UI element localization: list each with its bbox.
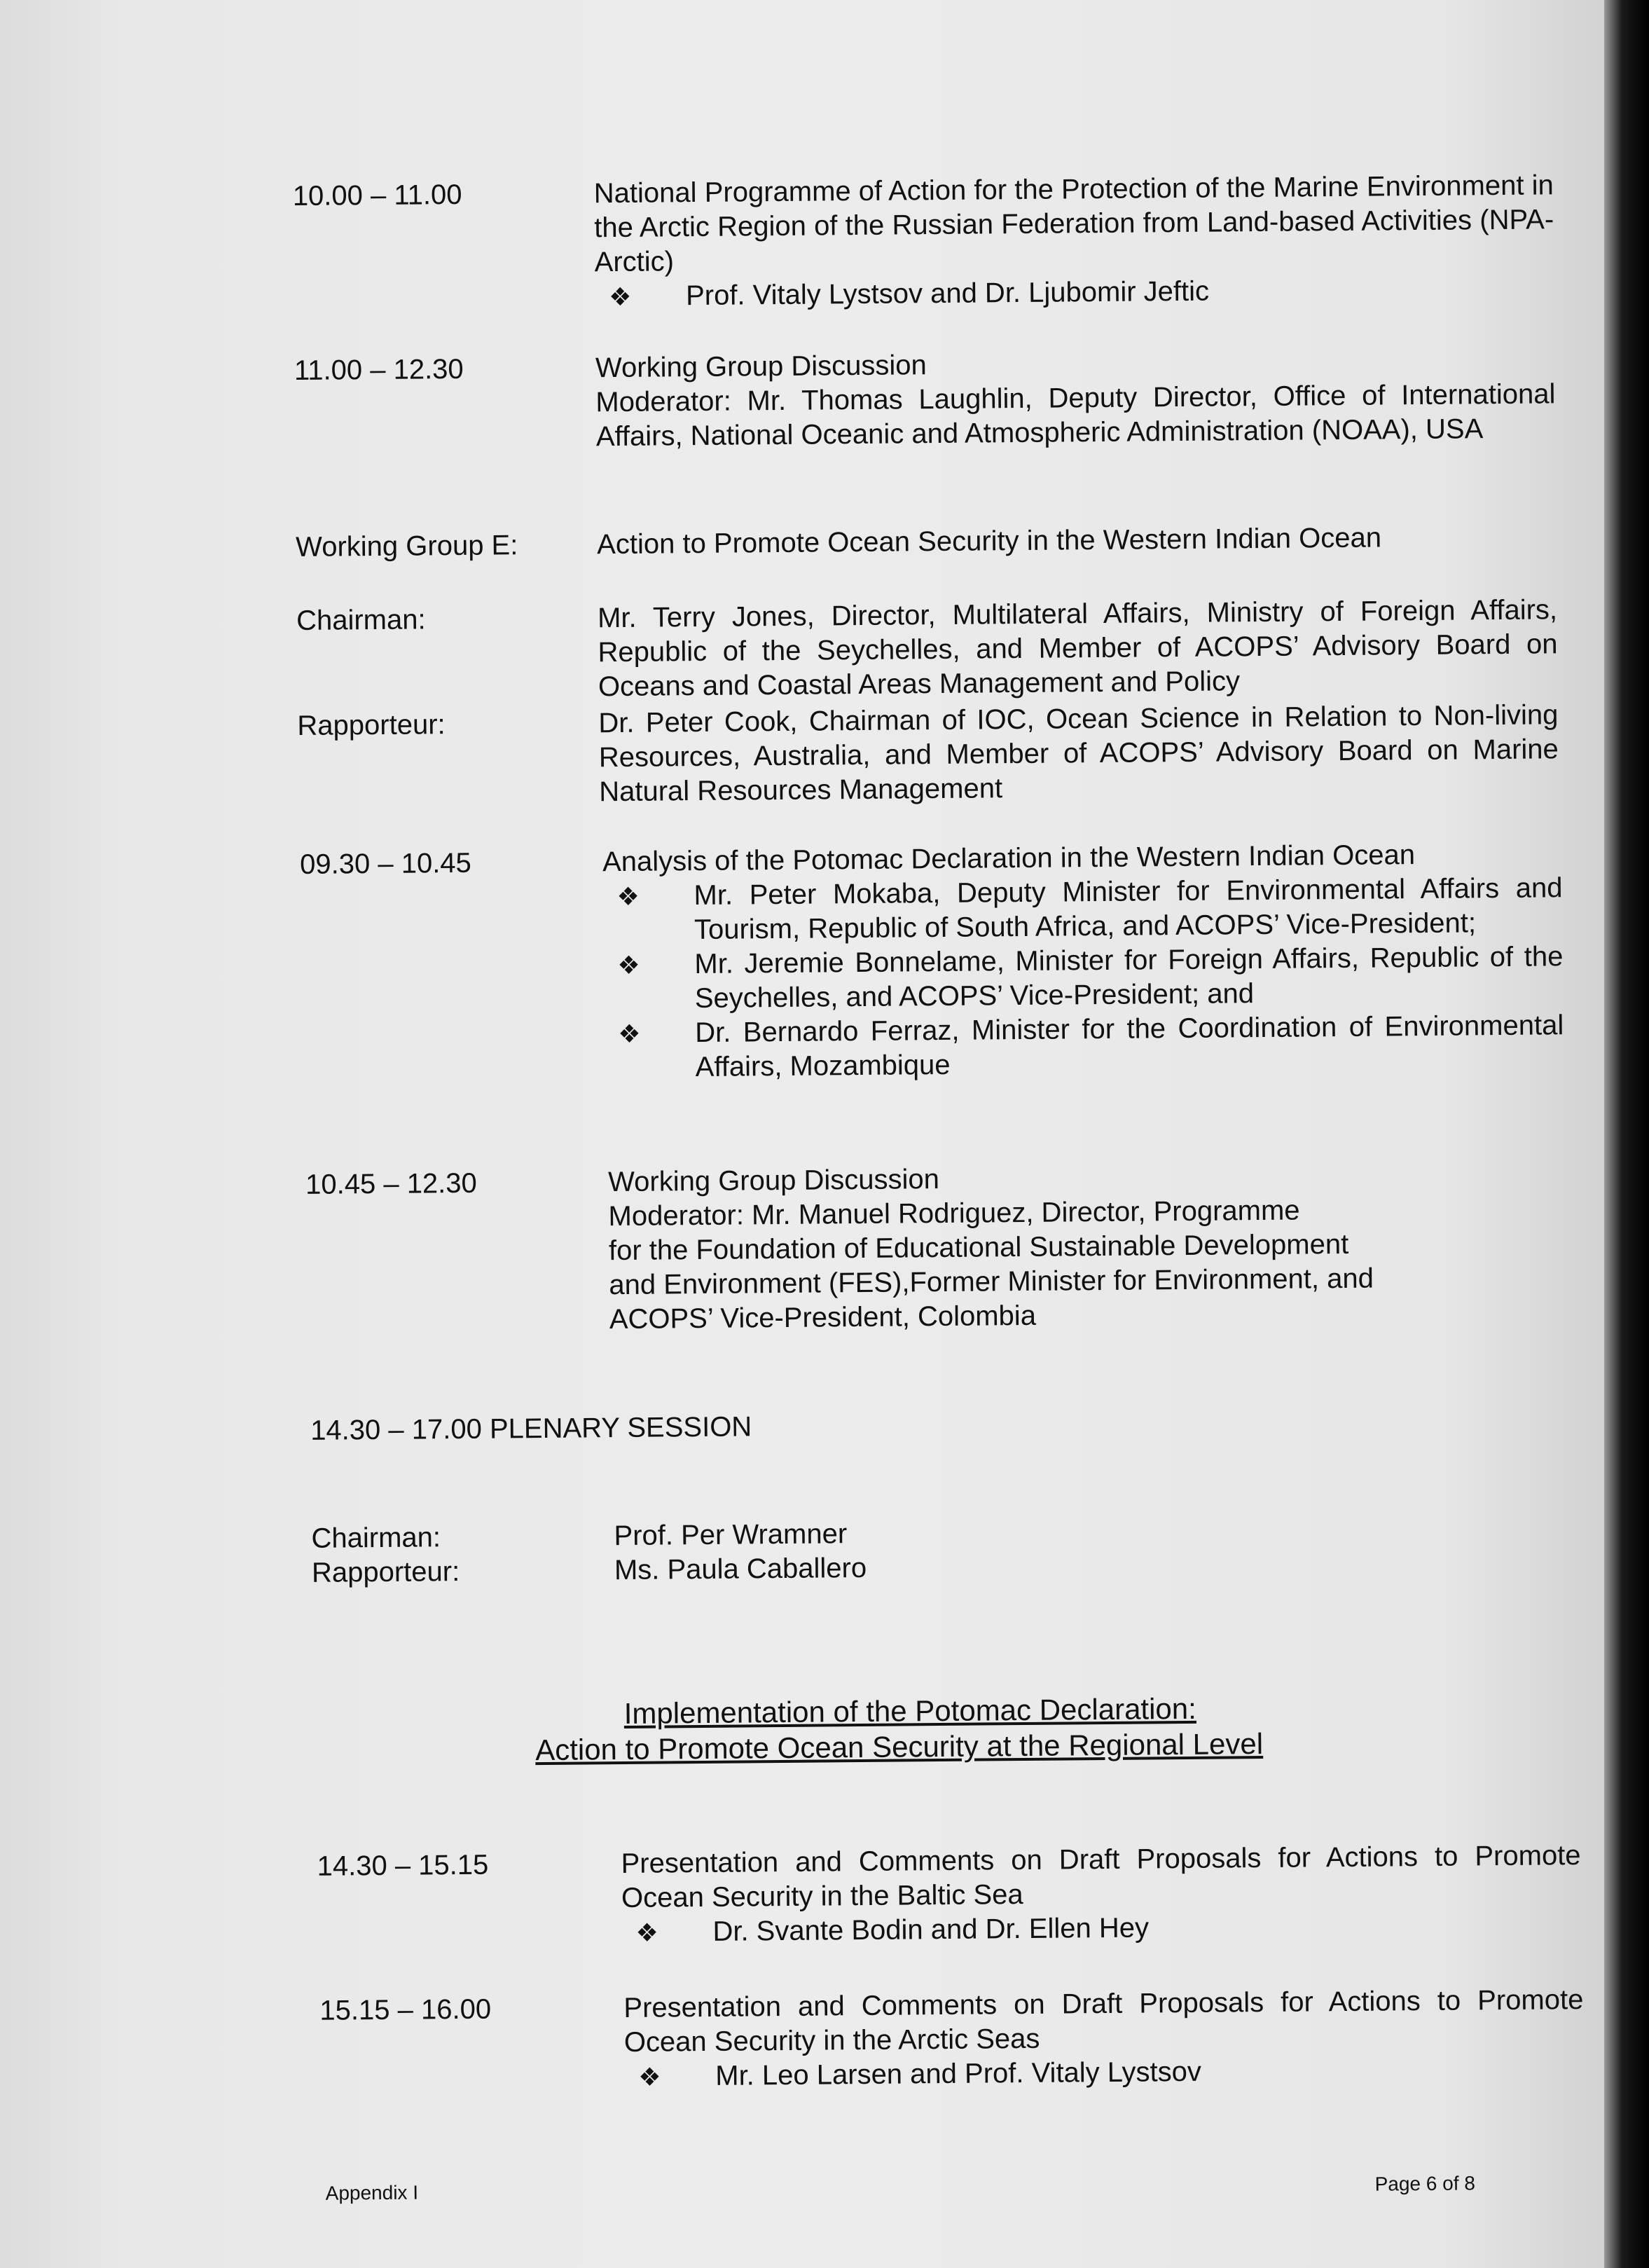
rapporteur-name: Ms. Paula Caballero	[614, 1552, 867, 1586]
agenda-item	[595, 343, 1556, 454]
moderator-line: Moderator: Mr. Manuel Rodriguez, Director, Programme	[608, 1195, 1300, 1232]
diamond-bullet-icon: ❖	[616, 881, 640, 912]
speaker-names: Mr. Leo Larsen and Prof. Vitaly Lystsov	[715, 2056, 1202, 2091]
diamond-bullet-icon: ❖	[635, 1918, 658, 1947]
presentation-item	[621, 1839, 1581, 1950]
presentation-text: Presentation and Comments on Draft Proposals for Actions to Promote Ocean Security in the Baltic Sea	[621, 1840, 1581, 1914]
time-slot: 10.00 – 11.00	[292, 179, 462, 212]
page-number: Page 6 of 8	[1374, 2172, 1476, 2195]
speaker-bullet	[603, 940, 1564, 1017]
rapporteur-label: Rapporteur:	[297, 709, 446, 741]
agenda-item-title: Analysis of the Potomac Declaration in the Western Indian Ocean	[602, 839, 1416, 878]
agenda-item	[608, 1157, 1569, 1337]
speaker-text: Mr. Peter Mokaba, Deputy Minister for Environmental Affairs and Tourism, Republic of South Africa, and ACOPS’ Vice-President;	[694, 872, 1563, 946]
chairman-label: Chairman:	[296, 604, 426, 636]
chairman-text: Mr. Terry Jones, Director, Multilateral Affairs, Ministry of Foreign Affairs, Republic of the Seychelles, and Member of ACOPS’ Advisory Board on Oceans and Coastal Areas Management and Policy	[597, 594, 1558, 703]
speaker-bullet	[602, 871, 1563, 948]
speaker-names: Prof. Vitaly Lystsov and Dr. Ljubomir Jeftic	[685, 275, 1210, 312]
diamond-bullet-icon: ❖	[618, 1019, 641, 1049]
presentation-item	[623, 1983, 1584, 2094]
working-group-label: Working Group E:	[296, 530, 518, 563]
working-group-title: Action to Promote Ocean Security in the Western Indian Ocean	[596, 522, 1382, 561]
moderator-line: and Environment (FES),Former Minister for Environment, and	[609, 1263, 1374, 1301]
agenda-item-text: National Programme of Action for the Protection of the Marine Environment in the Arctic Region of the Russian Federation from Land-based Activities (NPA-Arctic)	[593, 170, 1554, 278]
section-title-line2: Action to Promote Ocean Security at the Regional Level	[534, 1727, 1264, 1767]
speaker-bullet	[604, 1008, 1564, 1085]
diamond-bullet-icon: ❖	[617, 950, 640, 980]
time-slot: 10.45 – 12.30	[305, 1167, 477, 1200]
agenda-item	[594, 168, 1555, 314]
moderator-line: ACOPS’ Vice-President, Colombia	[609, 1300, 1037, 1335]
section-title-line1: Implementation of the Potomac Declaration:	[623, 1691, 1197, 1730]
time-slot: 15.15 – 16.00	[319, 1993, 492, 2026]
moderator-line: for the Foundation of Educational Sustainable Development	[608, 1228, 1349, 1267]
time-slot: 09.30 – 10.45	[299, 847, 472, 880]
diamond-bullet-icon: ❖	[608, 282, 632, 312]
diamond-bullet-icon: ❖	[638, 2062, 661, 2091]
plenary-heading: 14.30 – 17.00 PLENARY SESSION	[310, 1411, 752, 1446]
time-slot: 14.30 – 15.15	[317, 1849, 489, 1882]
chairman-name: Prof. Per Wramner	[614, 1518, 848, 1552]
rapporteur-text: Dr. Peter Cook, Chairman of IOC, Ocean Science in Relation to Non-living Resources, Australia, and Member of ACOPS’ Advisory Board on Marine Natural Resources Management	[598, 699, 1559, 808]
rapporteur-label: Rapporteur:	[311, 1556, 460, 1588]
speaker-text: Mr. Jeremie Bonnelame, Minister for Foreign Affairs, Republic of the Seychelles, and ACOPS’ Vice-President; and	[694, 941, 1564, 1015]
moderator-text: Moderator: Mr. Thomas Laughlin, Deputy Director, Office of International Affairs, National Oceanic and Atmospheric Administration (NOAA), USA	[595, 378, 1556, 453]
footer-left: Appendix I	[325, 2181, 419, 2204]
speaker-text: Dr. Bernardo Ferraz, Minister for the Coordination of Environmental Affairs, Mozambique	[695, 1010, 1564, 1083]
presentation-text: Presentation and Comments on Draft Proposals for Actions to Promote Ocean Security in the Arctic Seas	[623, 1984, 1584, 2058]
page-edge-shadow	[1604, 0, 1649, 2268]
speaker-names: Dr. Svante Bodin and Dr. Ellen Hey	[712, 1912, 1150, 1947]
chairman-label: Chairman:	[311, 1522, 441, 1554]
agenda-item-title: Working Group Discussion	[595, 350, 927, 384]
agenda-item-title: Working Group Discussion	[607, 1164, 940, 1198]
time-slot: 11.00 – 12.30	[294, 353, 464, 387]
agenda-item	[602, 837, 1564, 1085]
